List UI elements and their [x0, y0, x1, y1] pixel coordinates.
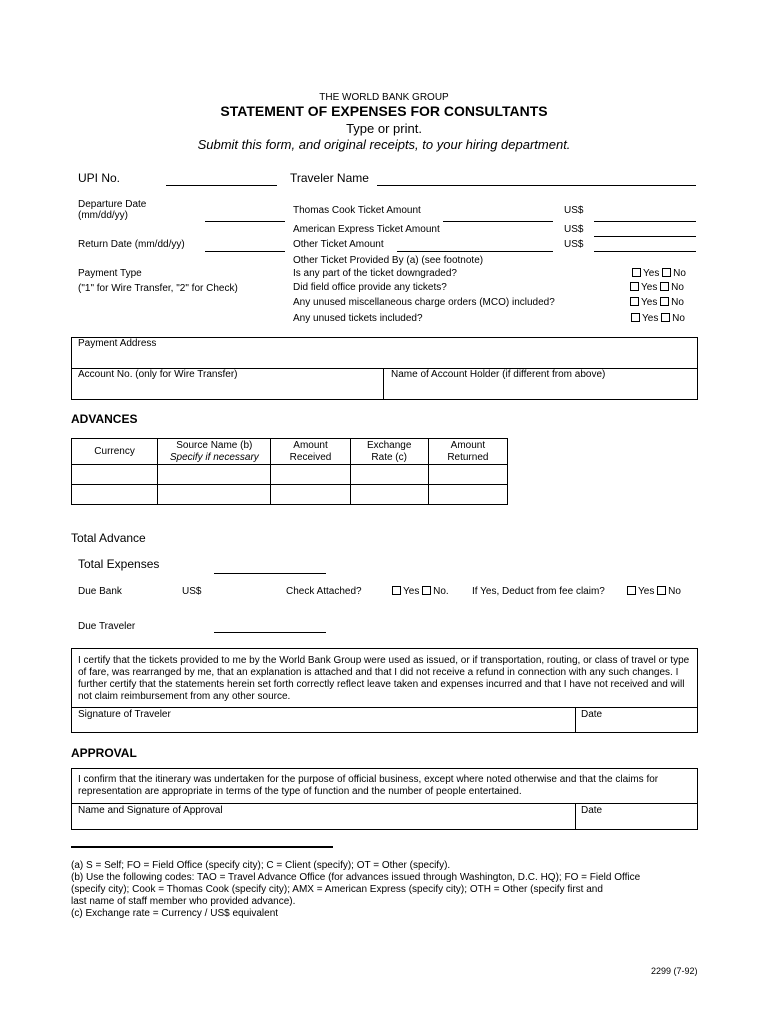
- no-label: No: [668, 586, 681, 597]
- yes-label: Yes: [643, 268, 660, 279]
- cell-input[interactable]: [428, 465, 507, 485]
- amex-label: American Express Ticket Amount: [293, 224, 440, 235]
- due-traveler-label: Due Traveler: [78, 621, 136, 632]
- no-label: No: [671, 282, 684, 293]
- advances-header-row: [72, 439, 508, 465]
- col-source-name: Source Name (b) Specify if necessary: [158, 439, 271, 465]
- no-label: No: [673, 268, 686, 279]
- yes-label: Yes: [638, 586, 655, 597]
- no-checkbox[interactable]: [662, 268, 671, 277]
- due-bank-currency: US$: [182, 586, 202, 597]
- return-date-input[interactable]: [205, 251, 285, 252]
- no-checkbox[interactable]: [661, 313, 670, 322]
- traveler-name-input[interactable]: [377, 185, 696, 186]
- other-ticket-input[interactable]: [397, 251, 553, 252]
- yes-checkbox[interactable]: [630, 282, 639, 291]
- amex-usd-input[interactable]: [594, 236, 696, 237]
- total-expenses-label: Total Expenses: [78, 557, 160, 571]
- footnote-b-line1: (b) Use the following codes: TAO = Travel Advance Office (for advances issued through Washington, D.C. HQ); FO = Field Office: [71, 872, 641, 883]
- amex-currency: US$: [564, 224, 584, 235]
- payment-address-field[interactable]: Payment Address: [78, 338, 157, 349]
- question-field-office: Did field office provide any tickets?: [293, 282, 447, 293]
- footnote-rule: [71, 846, 333, 848]
- table-row: [72, 485, 508, 505]
- other-ticket-usd-input[interactable]: [594, 251, 696, 252]
- cell-input[interactable]: [158, 485, 271, 505]
- thomas-cook-currency: US$: [564, 205, 584, 216]
- yes-label: Yes: [641, 282, 658, 293]
- footnote-b-line2: (specify city); Cook = Thomas Cook (specify city); AMX = American Express (specify city); OTH = Other (specify first and: [71, 884, 603, 895]
- yes-checkbox[interactable]: [631, 313, 640, 322]
- departure-date-label: Departure Date: [78, 199, 147, 210]
- other-ticket-currency: US$: [564, 239, 584, 250]
- account-no-field[interactable]: Account No. (only for Wire Transfer): [78, 369, 238, 380]
- no-checkbox[interactable]: [422, 586, 431, 595]
- other-ticket-label: Other Ticket Amount: [293, 239, 384, 250]
- question-downgraded: Is any part of the ticket downgraded?: [293, 268, 457, 279]
- form-number: 2299 (7-92): [651, 966, 698, 976]
- page-title: STATEMENT OF EXPENSES FOR CONSULTANTS: [220, 103, 548, 119]
- traveler-signature-field[interactable]: Signature of Traveler: [78, 709, 171, 720]
- yes-checkbox[interactable]: [627, 586, 636, 595]
- upi-input[interactable]: [166, 185, 277, 186]
- question-unused-tickets-options: [631, 313, 685, 325]
- check-attached-options: [392, 586, 449, 598]
- total-advance-label: Total Advance: [71, 531, 146, 545]
- approval-divider: [71, 803, 698, 804]
- thomas-cook-input[interactable]: [443, 221, 553, 222]
- account-holder-field[interactable]: Name of Account Holder (if different from above): [391, 369, 606, 380]
- no-checkbox[interactable]: [660, 297, 669, 306]
- advances-table: [71, 438, 508, 505]
- due-bank-label: Due Bank: [78, 586, 122, 597]
- question-mco-options: [630, 297, 684, 309]
- return-date-label: Return Date (mm/dd/yy): [78, 239, 185, 250]
- footnote-a: (a) S = Self; FO = Field Office (specify city); C = Client (specify); OT = Other (specify).: [71, 860, 451, 871]
- traveler-name-label: Traveler Name: [290, 171, 369, 185]
- thomas-cook-usd-input[interactable]: [594, 221, 696, 222]
- footnote-b-line3: last name of staff member who provided advance).: [71, 896, 296, 907]
- certification-vdivider: [575, 707, 576, 733]
- approval-text: I confirm that the itinerary was undertaken for the purpose of official business, except where noted otherwise and that the claims for representation are appropriate in terms of the type of function and the number of people entertained.: [78, 774, 659, 797]
- cell-input[interactable]: [350, 485, 428, 505]
- certification-divider: [71, 707, 698, 708]
- no-checkbox[interactable]: [660, 282, 669, 291]
- advances-heading: ADVANCES: [71, 412, 138, 426]
- no-label: No: [672, 313, 685, 324]
- yes-label: Yes: [641, 297, 658, 308]
- instruction-type-print: Type or print.: [346, 121, 422, 136]
- deduct-options: [627, 586, 681, 598]
- footnote-c: (c) Exchange rate = Currency / US$ equivalent: [71, 908, 279, 919]
- yes-label: Yes: [403, 586, 420, 597]
- no-label: No: [671, 297, 684, 308]
- no-checkbox[interactable]: [657, 586, 666, 595]
- approval-signature-field[interactable]: Name and Signature of Approval: [78, 805, 223, 816]
- yes-label: Yes: [642, 313, 659, 324]
- cell-input[interactable]: [350, 465, 428, 485]
- upi-label: UPI No.: [78, 171, 121, 185]
- thomas-cook-label: Thomas Cook Ticket Amount: [293, 205, 421, 216]
- check-attached-label: Check Attached?: [286, 586, 362, 597]
- col-currency: Currency: [72, 439, 158, 465]
- org-name: THE WORLD BANK GROUP: [319, 92, 449, 103]
- yes-checkbox[interactable]: [392, 586, 401, 595]
- cell-input[interactable]: [72, 465, 158, 485]
- certification-text: I certify that the tickets provided to me by the World Bank Group were used as issued, or if transportation, routing, or class of travel or type of fare, was rearranged by me, that an explanation is attached and that I did not receive a refund in connection with any such changes. I further certify that the statements herein set forth correctly reflect leave taken and expenses incurred and that I have not received and will not claim reimbursement from any other source.: [78, 655, 690, 702]
- departure-date-format: (mm/dd/yy): [78, 210, 128, 221]
- col-amount-returned: Amount Returned: [428, 439, 507, 465]
- table-row: [72, 465, 508, 485]
- traveler-date-field[interactable]: Date: [581, 709, 603, 720]
- approval-heading: APPROVAL: [71, 746, 137, 760]
- other-provided-label: Other Ticket Provided By (a) (see footnote): [293, 255, 484, 266]
- payment-type-hint: ("1" for Wire Transfer, "2" for Check): [78, 283, 238, 294]
- col-exchange-rate: Exchange Rate (c): [350, 439, 428, 465]
- instruction-submit: Submit this form, and original receipts, to your hiring department.: [197, 137, 571, 152]
- no-label: No.: [433, 586, 449, 597]
- deduct-label: If Yes, Deduct from fee claim?: [472, 586, 605, 597]
- departure-date-input[interactable]: [205, 221, 285, 222]
- cell-input[interactable]: [158, 465, 271, 485]
- total-expenses-input[interactable]: [214, 573, 326, 574]
- question-mco: Any unused miscellaneous charge orders (MCO) included?: [293, 297, 555, 308]
- approval-date-field[interactable]: Date: [581, 805, 603, 816]
- approval-vdivider: [575, 803, 576, 830]
- col-amount-received: Amount Received: [271, 439, 350, 465]
- cell-input[interactable]: [72, 485, 158, 505]
- cell-input[interactable]: [271, 485, 350, 505]
- cell-input[interactable]: [271, 465, 350, 485]
- question-unused-tickets: Any unused tickets included?: [293, 313, 423, 324]
- cell-input[interactable]: [428, 485, 507, 505]
- payment-box-vdivider: [383, 368, 384, 400]
- question-downgraded-options: [632, 268, 686, 280]
- payment-type-label: Payment Type: [78, 268, 142, 279]
- yes-checkbox[interactable]: [632, 268, 641, 277]
- yes-checkbox[interactable]: [630, 297, 639, 306]
- due-traveler-input[interactable]: [214, 632, 326, 633]
- question-field-office-options: [630, 282, 684, 294]
